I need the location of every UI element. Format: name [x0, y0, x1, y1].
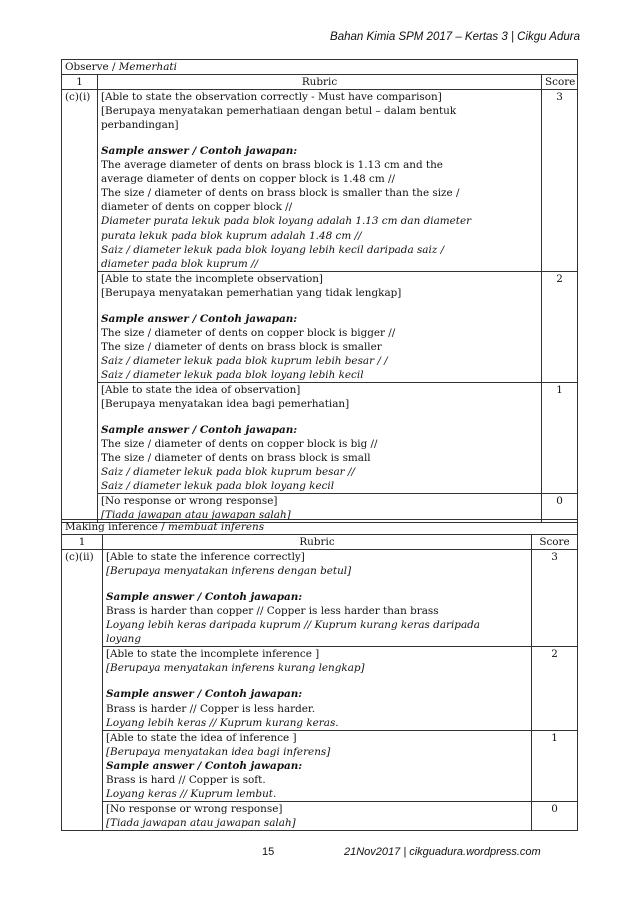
section-title	[62, 60, 578, 75]
rubric-text	[98, 271, 542, 382]
rubric-line: Loyang lebih keras // Kuprum kurang keras.	[106, 716, 339, 729]
rubric-row	[62, 647, 578, 730]
score-value: 3	[542, 90, 578, 272]
rubric-line: [Able to state the incomplete observation]	[101, 272, 323, 285]
rubric-line: [Berupaya menyatakan inferens kurang lengkap]	[106, 662, 365, 675]
column-header-row	[62, 75, 578, 90]
blank-line	[106, 675, 528, 687]
section-title-my: Memerhati	[118, 61, 177, 73]
rubric-line: diameter of dents on copper block //	[101, 201, 293, 214]
col-rubric-header: Rubric	[98, 75, 542, 90]
rubric-line: [Berupaya menyatakan pemerhatian yang tidak lengkap]	[101, 286, 402, 299]
sample-answer-heading: Sample answer / Contoh jawapan:	[106, 759, 303, 772]
rubric-text	[103, 647, 532, 730]
sample-answer-heading: Sample answer / Contoh jawapan:	[106, 688, 303, 701]
rubric-row	[62, 550, 578, 647]
section-title	[62, 520, 578, 535]
rubric-line: Brass is harder // Copper is less harder.	[106, 702, 316, 715]
rubric-line: [Able to state the idea of inference ]	[106, 731, 297, 744]
rubric-line: [Berupaya menyatakan inferens dengan betul]	[106, 565, 352, 578]
rubric-line: average diameter of dents on copper block is 1.48 cm //	[101, 173, 396, 186]
rubric-line: Diameter purata lekuk pada blok loyang adalah 1.13 cm dan diameter	[101, 215, 472, 228]
rubric-text	[103, 550, 532, 647]
blank-line	[101, 300, 538, 312]
rubric-line: [No response or wrong response]	[101, 495, 278, 508]
section-title-row	[62, 60, 578, 75]
rubric-line: [Able to state the idea of observation]	[101, 383, 301, 396]
rubric-text	[98, 90, 542, 272]
rubric-line: diameter pada blok kuprum //	[101, 257, 259, 270]
section-title-en: Making inference /	[65, 521, 165, 533]
rubric-line: [Able to state the incomplete inference ]	[106, 648, 320, 661]
sample-answer-heading: Sample answer / Contoh jawapan:	[101, 312, 298, 325]
question-item-number: (c)(ii)	[62, 550, 103, 831]
section-title-row	[62, 520, 578, 535]
rubric-line: [Berupaya menyatakan pemerhatiaan dengan betul – dalam bentuk	[101, 105, 457, 118]
rubric-row	[62, 730, 578, 801]
inference-rubric-table	[61, 519, 578, 831]
rubric-line: [No response or wrong response]	[106, 802, 283, 815]
rubric-line: The size / diameter of dents on brass block is smaller than the size /	[101, 187, 460, 200]
col-num-header: 1	[62, 75, 98, 90]
score-value: 0	[532, 801, 578, 830]
blank-line	[106, 578, 528, 590]
rubric-line: perbandingan]	[101, 119, 179, 132]
score-value: 1	[532, 730, 578, 801]
rubric-row	[62, 801, 578, 830]
rubric-line: Saiz / diameter lekuk pada blok kuprum besar //	[101, 466, 355, 479]
rubric-text	[98, 382, 542, 493]
rubric-line: Loyang lebih keras daripada kuprum // Kuprum kurang keras daripada	[106, 619, 481, 632]
page-header: Bahan Kimia SPM 2017 – Kertas 3 | Cikgu Adura	[330, 31, 580, 43]
rubric-line: [Berupaya menyatakan idea bagi inferens]	[106, 745, 331, 758]
rubric-line: [Tiada jawapan atau jawapan salah]	[101, 509, 291, 522]
column-header-row	[62, 535, 578, 550]
sample-answer-heading: Sample answer / Contoh jawapan:	[101, 424, 298, 437]
rubric-line: Saiz / diameter lekuk pada blok kuprum lebih besar / /	[101, 354, 388, 367]
score-value: 1	[542, 382, 578, 493]
sample-answer-heading: Sample answer / Contoh jawapan:	[101, 145, 298, 158]
rubric-text	[103, 730, 532, 801]
score-value: 0	[542, 494, 578, 523]
rubric-line: The size / diameter of dents on brass block is smaller	[101, 340, 382, 353]
rubric-line: Brass is harder than copper // Copper is less harder than brass	[106, 605, 439, 618]
col-num-header: 1	[62, 535, 103, 550]
rubric-row	[62, 90, 578, 272]
rubric-line: Loyang keras // Kuprum lembut.	[106, 787, 277, 800]
page-number: 15	[262, 846, 275, 858]
rubric-text	[103, 801, 532, 830]
rubric-row	[62, 382, 578, 493]
section-title-my: membuat inferens	[168, 521, 265, 533]
rubric-line: Brass is hard // Copper is soft.	[106, 773, 266, 786]
section-title-en: Observe /	[65, 61, 116, 73]
blank-line	[101, 132, 538, 144]
rubric-line: Saiz / diameter lekuk pada blok loyang lebih kecil	[101, 368, 364, 381]
question-item-number: (c)(i)	[62, 90, 98, 523]
rubric-line: The average diameter of dents on brass block is 1.13 cm and the	[101, 159, 443, 172]
rubric-line: loyang	[106, 633, 141, 646]
score-value: 2	[532, 647, 578, 730]
col-score-header: Score	[532, 535, 578, 550]
rubric-row	[62, 271, 578, 382]
rubric-line: The size / diameter of dents on copper block is big //	[101, 438, 378, 451]
observation-rubric-table	[61, 59, 578, 523]
rubric-line: purata lekuk pada blok kuprum adalah 1.48 cm //	[101, 229, 362, 242]
rubric-line: The size / diameter of dents on brass block is small	[101, 452, 371, 465]
col-rubric-header: Rubric	[103, 535, 532, 550]
sample-answer-heading: Sample answer / Contoh jawapan:	[106, 591, 303, 604]
score-value: 3	[532, 550, 578, 647]
footer-date-site: 21Nov2017 | cikguadura.wordpress.com	[344, 846, 541, 858]
col-score-header: Score	[542, 75, 578, 90]
blank-line	[101, 411, 538, 423]
rubric-line: [Berupaya menyatakan idea bagi pemerhatian]	[101, 398, 350, 411]
rubric-line: Saiz / diameter lekuk pada blok loyang kecil	[101, 480, 335, 493]
rubric-line: [Able to state the inference correctly]	[106, 551, 305, 564]
score-value: 2	[542, 271, 578, 382]
rubric-line: [Able to state the observation correctly - Must have comparison]	[101, 91, 442, 104]
rubric-line: [Tiada jawapan atau jawapan salah]	[106, 816, 296, 829]
rubric-line: The size / diameter of dents on copper block is bigger //	[101, 326, 396, 339]
rubric-line: Saiz / diameter lekuk pada blok loyang lebih kecil daripada saiz /	[101, 243, 445, 256]
